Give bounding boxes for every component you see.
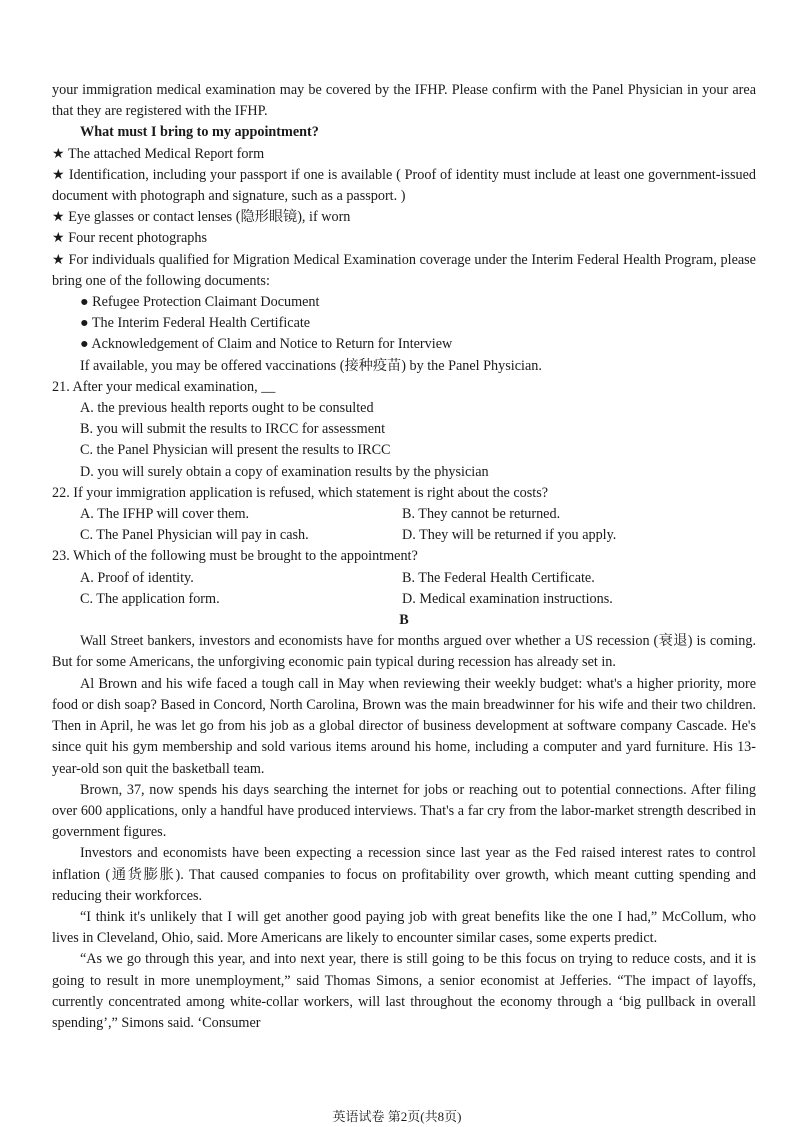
section-heading: B <box>399 612 409 629</box>
document-item: ● The Interim Federal Health Certificate <box>52 313 756 334</box>
question-23-option: B. The Federal Health Certificate. <box>402 569 595 586</box>
question-23-option: D. Medical examination instructions. <box>402 590 613 607</box>
bring-item: ★ The attached Medical Report form <box>52 144 756 165</box>
document-item: ● Refugee Protection Claimant Document <box>52 292 756 313</box>
passage-paragraph: “As we go through this year, and into next year, there is still going to be this focus on trying to reduce costs, and it is going to result in more unemployment,” said Thomas Simons, a senior economist at Jefferies. “The impact of layoffs, currently concentrated among white-collar workers, will last throughout the economy through a ‘big pullback in overall spending’,” Simons said. ‘Consumer <box>52 951 756 1031</box>
question-22-options-row <box>52 525 756 546</box>
question-21-stem: 21. After your medical examination, __ <box>52 378 276 395</box>
passage-paragraph: “I think it's unlikely that I will get another good paying job with great benefits like the one I had,” McCollum, who lives in Cleveland, Ohio, said. More Americans are likely to encounter similar cases, some experts predict. <box>52 908 756 947</box>
question-23-options-row <box>52 568 756 589</box>
vaccination-note: If available, you may be offered vaccinations (接种疫苗) by the Panel Physician. <box>80 357 542 374</box>
question-23-option: A. Proof of identity. <box>80 569 194 586</box>
passage-paragraph: Al Brown and his wife faced a tough call in May when reviewing their weekly budget: what's a higher priority, more food or dish soap? Based in Concord, North Carolina, Brown was the main breadwinner for his wife and their two children. Then in April, he was let go from his job as a global director of business development at software company Cascade. He's since quit his gym membership and sold various items around his home, including a computer and yard furniture. His 13-year-old son quit the basketball team. <box>52 675 756 777</box>
document-item: ● Acknowledgement of Claim and Notice to Return for Interview <box>52 334 756 355</box>
question-23-option: C. The application form. <box>80 590 220 607</box>
question-22-option: A. The IFHP will cover them. <box>80 506 250 523</box>
question-21-option: B. you will submit the results to IRCC for assessment <box>80 421 386 438</box>
bring-item: ★ Identification, including your passport if one is available ( Proof of identity must include at least one government-issued document with photograph and signature, such as a passport. ) <box>52 165 756 207</box>
question-22-option: D. They will be returned if you apply. <box>402 527 617 544</box>
question-21-option: C. the Panel Physician will present the results to IRCC <box>80 442 391 459</box>
bring-item: ★ For individuals qualified for Migration Medical Examination coverage under the Interim Federal Health Program, please bring one of the following documents: <box>52 250 756 292</box>
bring-item: ★ Eye glasses or contact lenses (隐形眼镜), if worn <box>52 207 756 228</box>
intro-paragraph: your immigration medical examination may be covered by the IFHP. Please confirm with the Panel Physician in your area that they are registered with the IFHP. <box>52 82 756 120</box>
passage-paragraph: Brown, 37, now spends his days searching the internet for jobs or reaching out to potential connections. After filing over 600 applications, only a handful have produced interviews. That's a far cry from the labor-market strength described in government figures. <box>52 781 756 841</box>
bring-item: ★ Four recent photographs <box>52 228 756 249</box>
question-22-option: C. The Panel Physician will pay in cash. <box>80 527 309 544</box>
question-23-stem: 23. Which of the following must be brought to the appointment? <box>52 548 418 565</box>
question-22-stem: 22. If your immigration application is refused, which statement is right about the costs? <box>52 484 549 501</box>
passage-paragraph: Investors and economists have been expecting a recession since last year as the Fed raised interest rates to control inflation (通货膨胀). That caused companies to focus on profitability over growth, which meant cutting spending and reducing their workforces. <box>52 845 756 904</box>
passage-paragraph: Wall Street bankers, investors and economists have for months argued over whether a US recession (衰退) is coming. But for some Americans, the unforgiving economic pain typical during recession has already set in. <box>52 633 756 671</box>
bring-heading: What must I bring to my appointment? <box>80 124 319 141</box>
page-content <box>52 80 756 1034</box>
question-22-option: B. They cannot be returned. <box>402 506 561 523</box>
question-21-option: A. the previous health reports ought to be consulted <box>80 400 374 417</box>
question-23-options-row <box>52 589 756 610</box>
page-footer: 英语试卷 第2页(共8页) <box>332 1109 462 1124</box>
question-22-options-row <box>52 504 756 525</box>
question-21-option: D. you will surely obtain a copy of examination results by the physician <box>80 463 489 480</box>
